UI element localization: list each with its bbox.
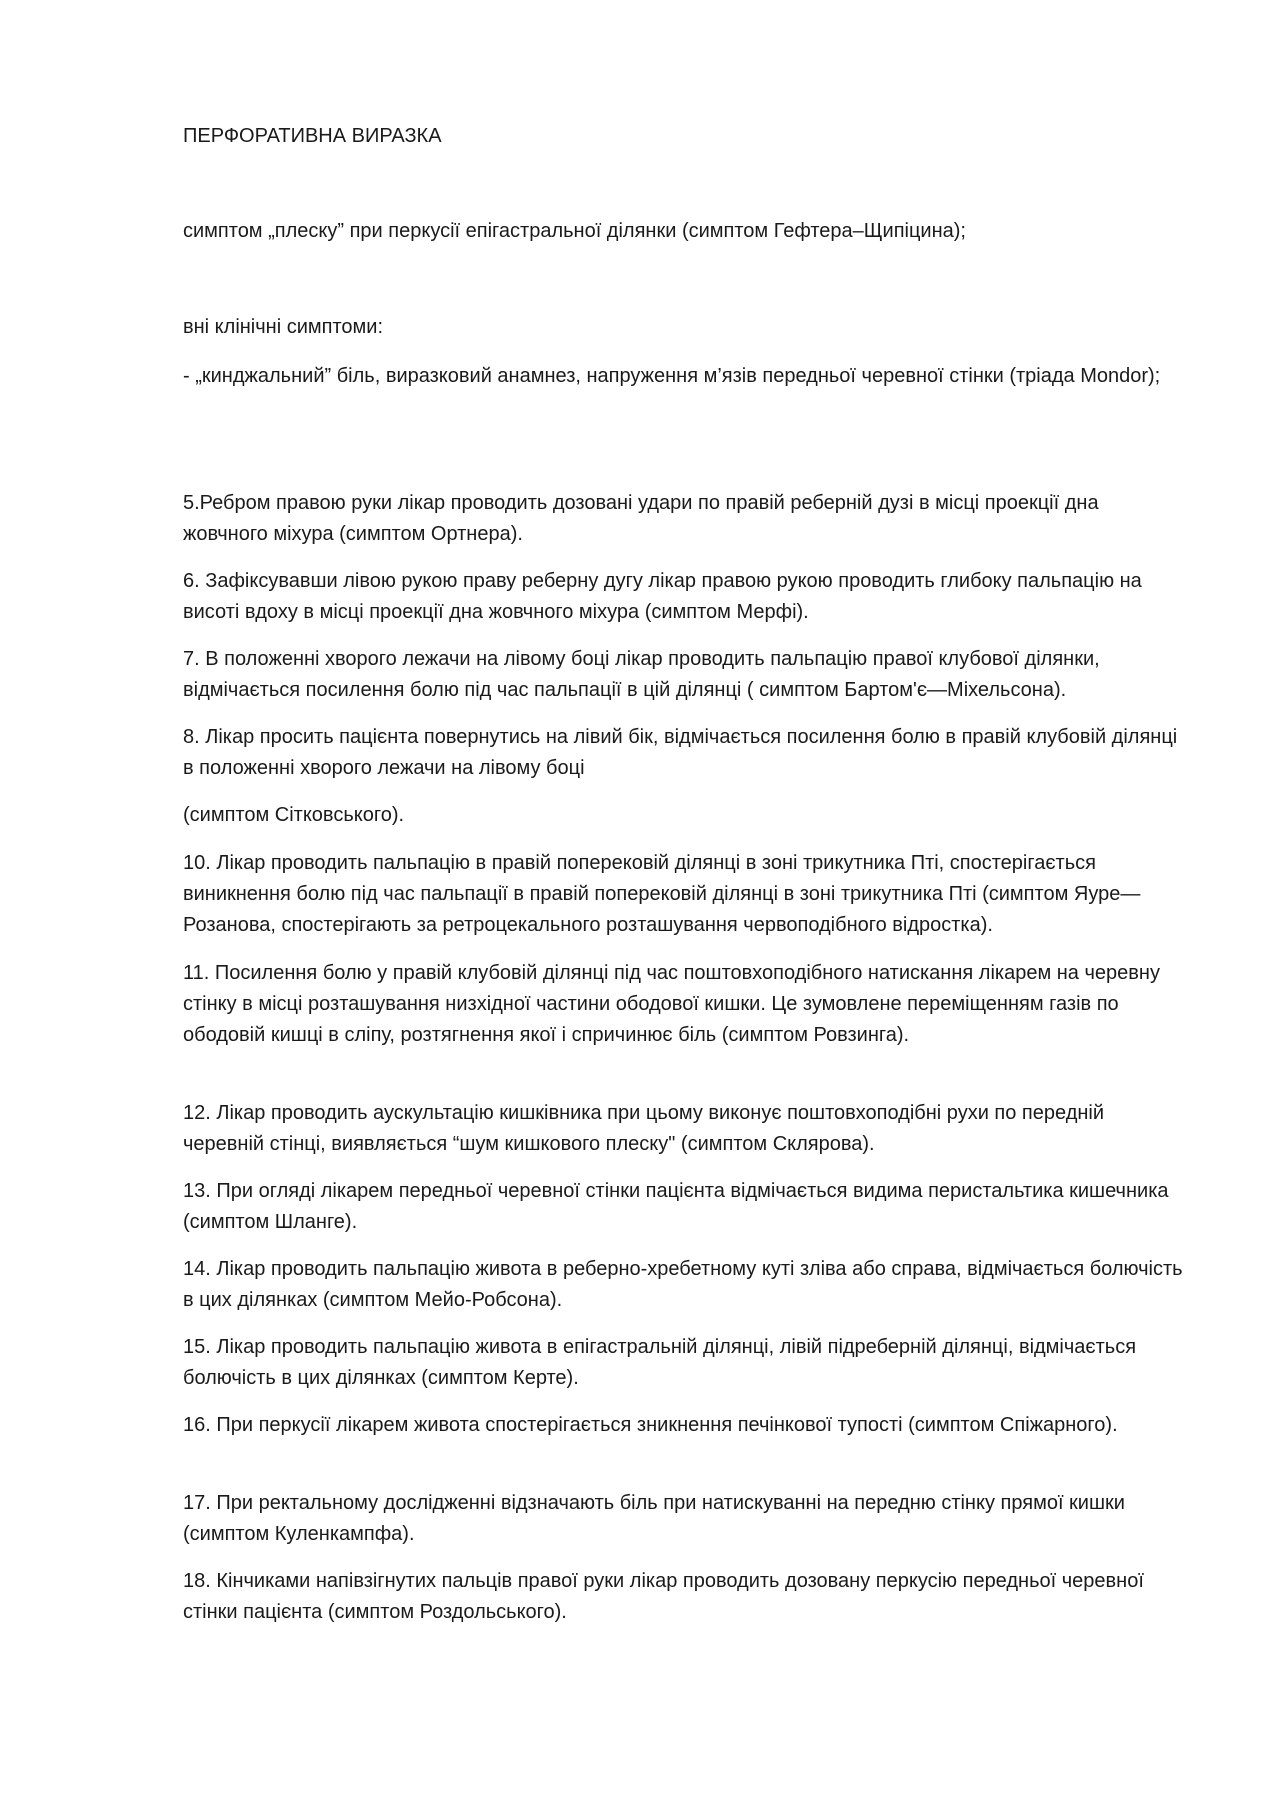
- document-title: ПЕРФОРАТИВНА ВИРАЗКА: [183, 125, 442, 147]
- paragraph: 12. Лікар проводить аускультацію кишківника при цьому виконує поштовхоподібні рухи по передній черевній стінці, виявляється “шум кишкового плеску" (симптом Склярова).: [183, 1102, 1105, 1155]
- paragraph: 7. В положенні хворого лежачи на лівому боці лікар проводить пальпацію правої клубової ділянки, відмічається посилення болю під час пальпації в цій ділянці ( симптом Бартом'є—Міхельсона).: [183, 648, 1100, 701]
- paragraph: 6. Зафіксувавши лівою рукою праву реберну дугу лікар правою рукою проводить глибоку пальпацію на висоті вдоху в місці проекції дна жовчного міхура (симптом Мерфі).: [183, 570, 1142, 623]
- paragraph: 17. При ректальному дослідженні відзначають біль при натискуванні на передню стінку прямої кишки (симптом Куленкампфа).: [183, 1492, 1125, 1545]
- paragraph: 8. Лікар просить пацієнта повернутись на лівий бік, відмічається посилення болю в правій клубовій ділянці в положенні хворого лежачи на лівому боці: [183, 726, 1178, 779]
- paragraph: симптом „плеску” при перкусії епігастральної ділянки (симптом Гефтера–Щипіцина);: [183, 220, 966, 242]
- paragraph: 16. При перкусії лікарем живота спостерігається зникнення печінкової тупості (симптом Спіжарного).: [183, 1414, 1118, 1436]
- paragraph: 15. Лікар проводить пальпацію живота в епігастральній ділянці, лівій підреберній ділянці, відмічається болючість в цих ділянках (симптом Керте).: [183, 1336, 1137, 1389]
- paragraph: - „кинджальний” біль, виразковий анамнез, напруження м’язів передньої черевної стінки (тріада Mondor);: [183, 365, 1161, 387]
- paragraph: (симптом Сітковського).: [183, 804, 405, 826]
- paragraph: 11. Посилення болю у правій клубовій ділянці під час поштовхоподібного натискання лікарем на черевну стінку в місці розташування низхідної частини ободової кишки. Це зумовлене переміщенням газів по ободовій кишці в сліпу, розтягнення якої і спричинює біль (симптом Ровзинга).: [183, 962, 1160, 1046]
- paragraph: 14. Лікар проводить пальпацію живота в реберно-хребетному куті зліва або справа, відмічається болючість в цих ділянках (симптом Мейо-Робсона).: [183, 1258, 1183, 1311]
- paragraph: 5.Ребром правою руки лікар проводить дозовані удари по правій реберній дузі в місці проекції дна жовчного міхура (симптом Ортнера).: [183, 492, 1099, 545]
- paragraph: 18. Кінчиками напівзігнутих пальців правої руки лікар проводить дозовану перкусію передньої черевної стінки пацієнта (симптом Роздольського).: [183, 1570, 1144, 1623]
- paragraph: 13. При огляді лікарем передньої черевної стінки пацієнта відмічається видима перистальтика кишечника (симптом Шланге).: [183, 1180, 1169, 1233]
- paragraph: вні клінічні симптоми:: [183, 316, 383, 338]
- paragraph: 10. Лікар проводить пальпацію в правій поперековій ділянці в зоні трикутника Пті, спостерігається виникнення болю під час пальпації в правій поперековій ділянці в зоні трикутника Пті (симптом Яуре—Розанова, спостерігають за ретроцекального розташування червоподібного відростка).: [183, 852, 1141, 936]
